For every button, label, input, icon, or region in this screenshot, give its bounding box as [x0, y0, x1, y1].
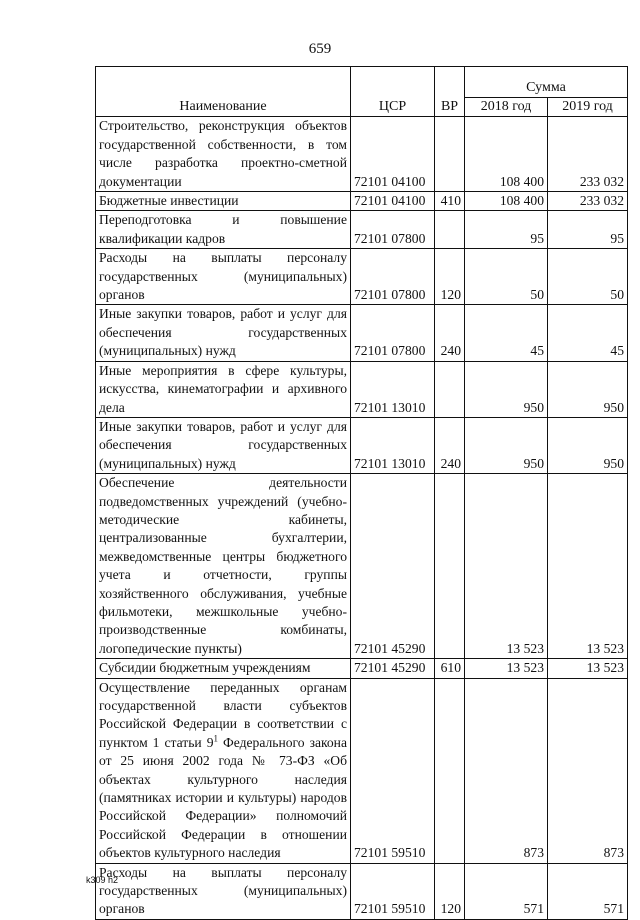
row-2019: 233 032 [548, 117, 628, 192]
row-csr: 72101 59510 [351, 863, 435, 919]
row-csr: 72101 07800 [351, 211, 435, 249]
row-name: Расходы на выплаты персоналу государственных (муниципальных) органов [96, 249, 351, 305]
row-2018: 95 [465, 211, 548, 249]
row-name: Субсидии бюджетным учреждениям [96, 659, 351, 678]
row-name-superscript: 1 [213, 733, 218, 744]
header-sum: Сумма [465, 67, 628, 98]
row-vr [435, 361, 465, 417]
header-year-2018: 2018 год [465, 98, 548, 117]
row-csr: 72101 04100 [351, 192, 435, 211]
row-vr: 120 [435, 249, 465, 305]
row-vr [435, 117, 465, 192]
row-2019: 233 032 [548, 192, 628, 211]
row-2018: 950 [465, 417, 548, 473]
budget-table [95, 66, 628, 920]
row-2018: 50 [465, 249, 548, 305]
table-header-row [96, 67, 628, 98]
row-2018: 108 400 [465, 192, 548, 211]
row-2019: 571 [548, 863, 628, 919]
page-number: 659 [308, 41, 332, 57]
table-row [96, 659, 628, 678]
row-vr [435, 211, 465, 249]
row-name-part: Осуществление переданных органам государственной власти субъектов Российской Федерации в соответствии с пунктом 1 статьи 9 [99, 679, 347, 750]
row-2019: 950 [548, 417, 628, 473]
row-name [96, 678, 351, 863]
row-2019: 13 523 [548, 659, 628, 678]
row-2018: 45 [465, 305, 548, 361]
table-row [96, 863, 628, 919]
table-row [96, 361, 628, 417]
row-csr: 72101 04100 [351, 117, 435, 192]
header-vr: ВР [435, 67, 465, 117]
row-name: Иные закупки товаров, работ и услуг для обеспечения государственных (муниципальных) нужд [96, 305, 351, 361]
row-2019: 45 [548, 305, 628, 361]
row-name: Обеспечение деятельности подведомственных учреждений (учебно-методические кабинеты, централизованные бухгалтерии, межведомственные центры бюджетного учета и отчетности, группы хозяйственного обслуживания, учебные фильмотеки, межшкольные учебно-производственные комбинаты, логопедические пункты) [96, 474, 351, 659]
row-2018: 13 523 [465, 474, 548, 659]
header-year-2019: 2019 год [548, 98, 628, 117]
table-row [96, 249, 628, 305]
row-vr: 240 [435, 417, 465, 473]
table-row [96, 117, 628, 192]
row-2019: 50 [548, 249, 628, 305]
row-2019: 13 523 [548, 474, 628, 659]
row-2018: 950 [465, 361, 548, 417]
row-2018: 13 523 [465, 659, 548, 678]
row-csr: 72101 07800 [351, 305, 435, 361]
row-2019: 95 [548, 211, 628, 249]
table-row [96, 678, 628, 863]
row-name: Переподготовка и повышение квалификации кадров [96, 211, 351, 249]
row-2018: 571 [465, 863, 548, 919]
row-vr: 240 [435, 305, 465, 361]
row-name: Строительство, реконструкция объектов государственной собственности, в том числе разработка проектно-сметной документации [96, 117, 351, 192]
row-2019: 873 [548, 678, 628, 863]
row-vr [435, 474, 465, 659]
header-name: Наименование [96, 67, 351, 117]
table-row [96, 474, 628, 659]
row-name-part: Федерального закона от 25 июня 2002 года № 73-ФЗ «Об объектах культурного наследия (памятниках истории и культуры) народов Российской Федерации» полномочий Российской Федерации в отношении объектов культурного наследия [99, 734, 347, 861]
row-name: Расходы на выплаты персоналу государственных (муниципальных) органов [96, 863, 351, 919]
table-row [96, 211, 628, 249]
row-2018: 108 400 [465, 117, 548, 192]
row-name: Иные закупки товаров, работ и услуг для обеспечения государственных (муниципальных) нужд [96, 417, 351, 473]
row-csr: 72101 13010 [351, 361, 435, 417]
table-row [96, 305, 628, 361]
row-csr: 72101 59510 [351, 678, 435, 863]
row-csr: 72101 13010 [351, 417, 435, 473]
row-vr: 410 [435, 192, 465, 211]
table-row [96, 417, 628, 473]
row-name: Бюджетные инвестиции [96, 192, 351, 211]
row-2019: 950 [548, 361, 628, 417]
row-csr: 72101 45290 [351, 474, 435, 659]
footer-code: k309 h2 [86, 875, 119, 885]
row-vr: 120 [435, 863, 465, 919]
row-name: Иные мероприятия в сфере культуры, искусства, кинематографии и архивного дела [96, 361, 351, 417]
row-vr: 610 [435, 659, 465, 678]
header-csr: ЦСР [351, 67, 435, 117]
table-row [96, 192, 628, 211]
row-2018: 873 [465, 678, 548, 863]
row-csr: 72101 45290 [351, 659, 435, 678]
row-vr [435, 678, 465, 863]
row-csr: 72101 07800 [351, 249, 435, 305]
